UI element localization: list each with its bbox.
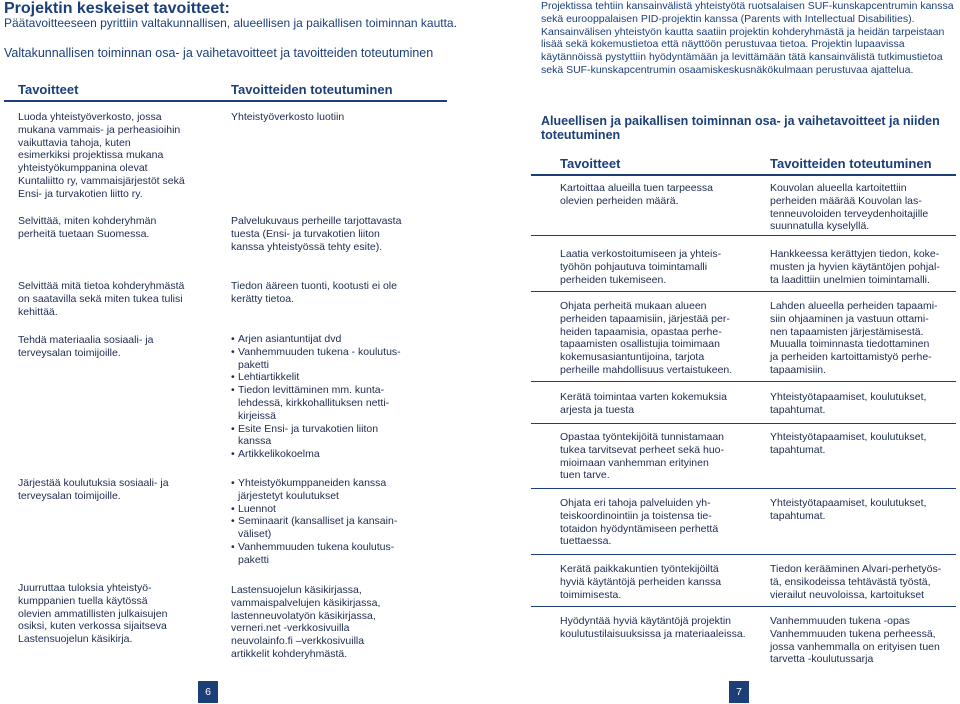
result-r8: Vanhemmuuden tukena -opas Vanhemmuuden tukena perheessä, jossa vanhemmalla on erityisen tuen tarvetta -koulutussarja [770,615,940,666]
header-rule [4,100,447,102]
column-header-results: Tavoitteiden toteutuminen [231,82,393,97]
result-3: Tiedon ääreen tuonti, kootusti ei ole kerätty tietoa. [231,280,397,305]
header-rule-right [531,174,956,176]
list-item: • Esite Ensi- ja turvakotien liiton kanssa [231,423,436,449]
row-divider [531,606,956,607]
row-divider [531,554,956,555]
column-header-results-right: Tavoitteiden toteutuminen [770,156,932,171]
goal-r7: Kerätä paikkakuntien työntekijöiltä hyviä käytäntöjä perheiden kanssa toimimisesta. [560,563,722,601]
result-5-list [231,477,436,567]
list-item: • Vanhemmuuden tukena - koulutus- paketti [231,346,436,372]
result-6: Lastensuojelun käsikirjassa, vammaispalvelujen käsikirjassa, lastenneuvolatyön käsikirjassa, verneri.net -verkkosivuilla neuvolainfo.fi –verkkosivuilla artikkelit kohderyhmästä. [231,584,381,660]
goal-r2: Laatia verkostoitumiseen ja yhteis- työhön pohjautuva toimintamalli perheiden tukemiseen. [560,248,722,286]
goal-6: Juurruttaa tuloksia yhteistyö- kumppanien tuella käytössä olevien ammatillisten julkaisujen osiksi, kuten verkossa sijaitseva Lastensuojelun käsikirja. [18,582,168,646]
result-r6: Yhteistyötapaamiset, koulutukset, tapahtumat. [770,497,927,522]
goal-r4: Kerätä toimintaa varten kokemuksia arjesta ja tuesta [560,391,727,416]
result-1: Yhteistyöverkosto luotiin [231,111,345,123]
goal-1: Luoda yhteistyöverkosto, jossa mukana vammais- ja perheasioihin vaikuttavia tahoja, kuten esimerkiksi projektissa mukana yhteistyökumppanina olevat Kuntaliitto ry, vammaisjärjestöt sekä Ensi- ja turvakotien liitto ry. [18,111,185,200]
list-item: • Artikkelikokoelma [231,448,436,461]
row-divider [531,235,956,236]
goal-3: Selvittää mitä tietoa kohderyhmästä on saatavilla sekä miten tukea tulisi kehittää. [18,280,185,318]
list-item: • Seminaarit (kansalliset ja kansain- väliset) [231,515,436,541]
goal-2: Selvittää, miten kohderyhmän perheitä tuetaan Suomessa. [18,215,157,240]
result-2: Palvelukuvaus perheille tarjottavasta tuesta (Ensi- ja turvakotien liiton kanssa yhteistyössä tehty esite). [231,215,402,253]
row-divider [531,488,956,489]
list-item: • Vanhemmuuden tukena koulutus- paketti [231,541,436,567]
row-divider [531,381,956,382]
goal-4: Tehdä materiaalia sosiaali- ja terveysalan toimijoille. [18,334,154,359]
result-r2: Hankkeessa kerättyjen tiedon, koke- musten ja hyvien käytäntöjen pohjal- ta laadittiin unelmien toimintamalli. [770,248,940,286]
column-header-goals-right: Tavoitteet [560,156,621,171]
result-r4: Yhteistyötapaamiset, koulutukset, tapahtumat. [770,391,927,416]
goal-r1: Kartoittaa alueilla tuen tarpeessa olevien perheiden määrä. [560,182,713,207]
goal-r8: Hyödyntää hyviä käytäntöjä projektin koulutustilaisuuksissa ja materiaaleissa. [560,615,746,640]
result-r5: Yhteistyötapaamiset, koulutukset, tapahtumat. [770,431,927,456]
goal-5: Järjestää koulutuksia sosiaali- ja terveysalan toimijoille. [18,477,169,502]
result-4-list [231,333,436,461]
list-item: • Yhteistyökumppaneiden kanssa järjestetyt koulutukset [231,477,436,503]
result-r3: Lahden alueella perheiden tapaami- siin ohjaaminen ja vastuun ottami- nen tapaamisten järjestämisestä. Muualla toiminnasta tiedottaminen ja perheiden kartoittamistyö perhe- tapaamisiin. [770,300,938,376]
page-subtitle: Päätavoitteeseen pyrittiin valtakunnallisen, alueellisen ja paikallisen toiminnan kautta. [4,16,457,30]
column-header-goals: Tavoitteet [18,82,79,97]
page-number-right: 7 [729,681,749,703]
list-item: • Luennot [231,503,436,516]
goal-r3: Ohjata perheitä mukaan alueen perheiden tapaamisiin, järjestää per- heiden tapaamisia, opastaa perhe- tapaamisten osallistujia toimimaan kokemusasiantuntijoina, tarjota perheille mahdollisuus vertaistukeen. [560,300,733,376]
list-item: • Lehtiartikkelit [231,371,436,384]
intro-paragraph: Projektissa tehtiin kansainvälistä yhteistyötä ruotsalaisen SUF-kunskapcentrumin kanssa sekä eurooppalaisen PID-projektin kanssa (Parents with Intellectual Disabilities). Kansainvälisen yhteistyön kautta saatiin projektin kohderyhmästä ja heidän tarpeistaan lisää sekä kokemustietoa että näyttöön perustuvaa tietoa. Projektin lupaavissa käytännöissä pystyttiin hyödyntämään ja levittämään tätä kansainvälistä tutkimustietoa sekä SUF-kunskapcentrumin osaamiskeskusnäkökulmaan perustuvaa ajattelua. [541,0,954,76]
page-number-left: 6 [198,681,218,703]
section-title-national: Valtakunnallisen toiminnan osa- ja vaihetavoitteet ja tavoitteiden toteutuminen [4,46,434,60]
list-item: • Arjen asiantuntijat dvd [231,333,436,346]
result-r7: Tiedon kerääminen Alvari-perhetyös- tä, ensikodeissa tehtävästä työstä, vierailut neuvoloissa, kartoitukset [770,563,942,601]
section-title-regional: Alueellisen ja paikallisen toiminnan osa- ja vaihetavoitteet ja niiden toteutuminen [541,114,940,142]
page-title: Projektin keskeiset tavoitteet: [4,0,230,17]
result-r1: Kouvolan alueella kartoitettiin perheiden määrää Kouvolan las- tenneuvoloiden terveydenhoitajille suunnatulla kyselyllä. [770,182,929,233]
row-divider [531,291,956,292]
row-divider [531,423,956,424]
list-item: • Tiedon levittäminen mm. kunta- lehdessä, kirkkohallituksen netti- kirjeissä [231,384,436,422]
goal-r5: Opastaa työntekijöitä tunnistamaan tukea tarvitsevat perheet sekä huo- mioimaan vanhemman erityinen tuen tarve. [560,431,725,482]
goal-r6: Ohjata eri tahoja palveluiden yh- teiskoordinointiin ja toistensa tie- totaidon hyödyntämiseen perhettä tuettaessa. [560,497,719,548]
